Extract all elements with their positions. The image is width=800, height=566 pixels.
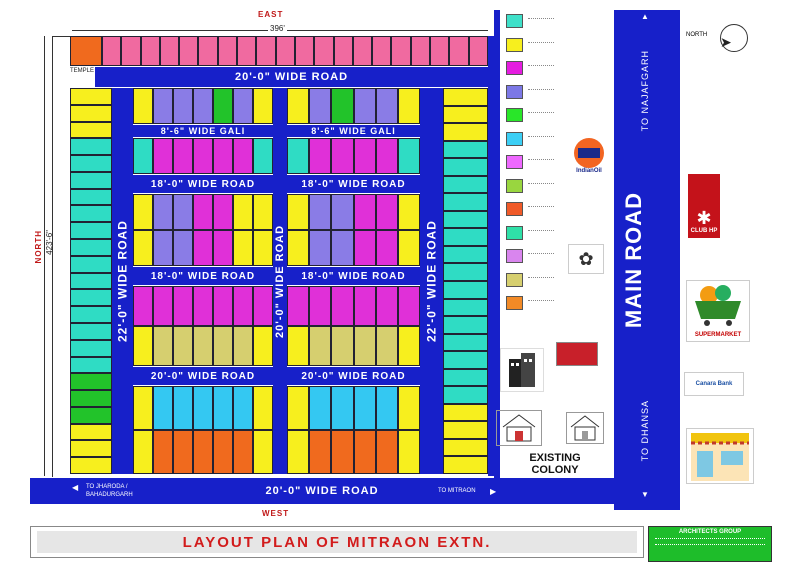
block-left-mid <box>133 194 273 266</box>
plot[interactable] <box>354 138 376 174</box>
plot[interactable] <box>443 158 488 176</box>
top-road: 20'-0" WIDE ROAD <box>95 67 488 87</box>
plot[interactable] <box>253 386 273 430</box>
club-hp-label: CLUB HP <box>690 228 718 234</box>
architect-details <box>655 544 765 547</box>
plot[interactable] <box>253 286 273 326</box>
plot[interactable] <box>331 194 353 230</box>
plot[interactable] <box>213 138 233 174</box>
plot[interactable] <box>354 430 376 474</box>
legend-swatch <box>506 61 523 75</box>
plot[interactable] <box>70 273 112 290</box>
legend-text <box>528 277 554 278</box>
plot[interactable] <box>354 194 376 230</box>
plot[interactable] <box>287 138 309 174</box>
plot[interactable] <box>354 386 376 430</box>
bottom-road <box>30 478 614 504</box>
house-icon <box>566 412 604 444</box>
plot[interactable] <box>233 386 253 430</box>
plot[interactable] <box>443 246 488 264</box>
block-right-mid <box>287 194 420 266</box>
plot[interactable] <box>443 281 488 299</box>
plot[interactable] <box>179 36 198 66</box>
legend-swatch <box>506 85 523 99</box>
left-plot-column <box>70 88 112 474</box>
plot[interactable] <box>256 36 275 66</box>
legend-text <box>528 159 554 160</box>
cart-icon <box>687 281 749 327</box>
block-right-bottom <box>287 386 420 474</box>
plot[interactable] <box>287 386 309 430</box>
plot[interactable] <box>398 326 420 366</box>
plot[interactable] <box>376 430 398 474</box>
plot[interactable] <box>253 430 273 474</box>
plot[interactable] <box>213 386 233 430</box>
east-label: EAST <box>258 10 284 19</box>
plot[interactable] <box>353 36 372 66</box>
road-18-a-right: 18'-0" WIDE ROAD <box>287 175 420 193</box>
block-left-gali-row <box>133 138 273 174</box>
canara-bank-logo <box>684 372 744 396</box>
plot[interactable] <box>173 194 193 230</box>
legend-text <box>528 230 554 231</box>
plot[interactable] <box>354 326 376 366</box>
plot[interactable] <box>331 386 353 430</box>
plot[interactable] <box>443 421 488 439</box>
road-20-center: 20'-0" WIDE ROAD <box>273 88 287 474</box>
arrow-right-icon: ▶ <box>490 487 497 496</box>
plot[interactable] <box>443 228 488 246</box>
main-road-label: MAIN ROAD <box>621 191 646 329</box>
plot[interactable] <box>331 230 353 266</box>
building-icon <box>500 348 544 392</box>
legend-text <box>528 42 554 43</box>
plot[interactable] <box>398 386 420 430</box>
plot[interactable] <box>334 36 353 66</box>
plot[interactable] <box>193 230 213 266</box>
legend-swatch <box>506 249 523 263</box>
legend-swatch <box>506 108 523 122</box>
plot[interactable] <box>287 194 309 230</box>
plot[interactable] <box>233 194 253 230</box>
plot[interactable] <box>70 88 112 105</box>
road-18-b-right: 18'-0" WIDE ROAD <box>287 267 420 285</box>
plot[interactable] <box>309 230 331 266</box>
legend-text <box>528 18 554 19</box>
plot[interactable] <box>443 456 488 474</box>
legend-text <box>528 206 554 207</box>
up-arrow-icon: ▲ <box>641 12 649 21</box>
plot[interactable] <box>443 404 488 422</box>
plot[interactable] <box>354 88 376 124</box>
to-jharoda-label: TO JHARODA / <box>86 484 128 490</box>
plot[interactable] <box>173 230 193 266</box>
plot[interactable] <box>133 326 153 366</box>
plot[interactable] <box>443 193 488 211</box>
plot[interactable] <box>411 36 430 66</box>
legend-swatch <box>506 155 523 169</box>
road-20-mid-left: 20'-0" WIDE ROAD <box>133 367 273 385</box>
plot[interactable] <box>193 386 213 430</box>
plot[interactable] <box>173 430 193 474</box>
plot[interactable] <box>354 286 376 326</box>
plot[interactable] <box>376 194 398 230</box>
plot[interactable] <box>443 123 488 141</box>
plot[interactable] <box>133 138 153 174</box>
block-left-lower <box>133 286 273 366</box>
plot[interactable] <box>218 36 237 66</box>
width-dimension: 396' <box>270 24 285 33</box>
depth-dimension-line <box>44 36 45 476</box>
plot[interactable] <box>70 205 112 222</box>
plot[interactable] <box>449 36 468 66</box>
plot[interactable] <box>443 106 488 124</box>
legend-text <box>528 65 554 66</box>
plot[interactable] <box>153 230 173 266</box>
depth-dimension: 423'-6" <box>45 230 54 255</box>
road-20-mid-right: 20'-0" WIDE ROAD <box>287 367 420 385</box>
plot[interactable] <box>193 286 213 326</box>
plot[interactable] <box>193 194 213 230</box>
plot[interactable] <box>173 286 193 326</box>
architect-details <box>655 538 765 541</box>
compass-arrow-icon: ➤ <box>720 34 732 50</box>
plot[interactable] <box>70 424 112 441</box>
plot[interactable] <box>141 36 160 66</box>
temple-label: TEMPLE <box>70 68 95 74</box>
plot[interactable] <box>309 430 331 474</box>
plot[interactable] <box>193 326 213 366</box>
plot[interactable] <box>193 138 213 174</box>
legend-swatch <box>506 296 523 310</box>
plot[interactable] <box>443 439 488 457</box>
gali-left: 8'-6" WIDE GALI <box>133 125 273 137</box>
legend-swatch <box>506 38 523 52</box>
road-22-right: 22'-0" WIDE ROAD <box>420 88 443 474</box>
plot[interactable] <box>102 36 121 66</box>
plot[interactable] <box>70 189 112 206</box>
existing-colony-label: EXISTING COLONY <box>529 452 581 476</box>
plot[interactable] <box>153 326 173 366</box>
to-najafgarh-label: TO NAJAFGARH <box>640 50 650 132</box>
plot[interactable] <box>153 138 173 174</box>
plot[interactable] <box>173 138 193 174</box>
plot[interactable] <box>309 326 331 366</box>
plot[interactable] <box>70 122 112 139</box>
legend-swatch <box>506 226 523 240</box>
plot[interactable] <box>70 457 112 474</box>
plot[interactable] <box>233 138 253 174</box>
apartments-logo <box>556 342 598 366</box>
legend-swatch <box>506 202 523 216</box>
plot[interactable] <box>443 334 488 352</box>
block-left-bottom <box>133 386 273 474</box>
plot[interactable] <box>331 430 353 474</box>
west-label: WEST <box>262 509 290 518</box>
plot[interactable] <box>237 36 256 66</box>
plot[interactable] <box>153 286 173 326</box>
club-hp-logo <box>688 174 720 238</box>
plot[interactable] <box>295 36 314 66</box>
plot[interactable] <box>213 88 233 124</box>
plot[interactable] <box>443 299 488 317</box>
plot[interactable] <box>287 326 309 366</box>
plot[interactable] <box>70 239 112 256</box>
plot[interactable] <box>133 286 153 326</box>
plot[interactable] <box>70 407 112 424</box>
plot[interactable] <box>443 88 488 106</box>
canara-bank-label: Canara Bank <box>695 381 733 387</box>
plot[interactable] <box>213 430 233 474</box>
plot[interactable] <box>233 286 253 326</box>
plot[interactable] <box>70 357 112 374</box>
indianoil-label: IndianOil <box>576 168 602 174</box>
plot[interactable] <box>193 430 213 474</box>
plot[interactable] <box>133 386 153 430</box>
compass-n-label: NORTH <box>686 32 708 38</box>
plot[interactable] <box>398 194 420 230</box>
plot[interactable] <box>233 430 253 474</box>
plot[interactable] <box>276 36 295 66</box>
plot[interactable] <box>309 88 331 124</box>
house-icon <box>496 410 542 446</box>
architect-label: ARCHITECTS GROUP <box>678 529 742 535</box>
road-18-a-left: 18'-0" WIDE ROAD <box>133 175 273 193</box>
plot[interactable] <box>443 176 488 194</box>
legend-text <box>528 112 554 113</box>
road-22-left: 22'-0" WIDE ROAD <box>112 88 133 474</box>
plot[interactable] <box>233 230 253 266</box>
block-left-top <box>133 88 273 124</box>
plot[interactable] <box>233 88 253 124</box>
plot[interactable] <box>309 286 331 326</box>
plot[interactable] <box>287 230 309 266</box>
plot[interactable] <box>443 351 488 369</box>
plot[interactable] <box>376 326 398 366</box>
plot[interactable] <box>70 138 112 155</box>
plot[interactable] <box>193 88 213 124</box>
plot[interactable] <box>153 386 173 430</box>
legend-text <box>528 89 554 90</box>
plot[interactable] <box>70 306 112 323</box>
plot[interactable] <box>153 430 173 474</box>
plot[interactable] <box>376 286 398 326</box>
legend-text <box>528 136 554 137</box>
plot[interactable] <box>213 326 233 366</box>
plot[interactable] <box>376 386 398 430</box>
legend-swatch <box>506 179 523 193</box>
legend-text <box>528 300 554 301</box>
plot[interactable] <box>253 194 273 230</box>
plot[interactable] <box>398 286 420 326</box>
plot[interactable] <box>253 230 273 266</box>
plot[interactable] <box>398 88 420 124</box>
plot[interactable] <box>376 138 398 174</box>
plot[interactable] <box>309 386 331 430</box>
supermarket-label: SUPERMARKET <box>694 332 742 338</box>
hp-flower-icon: ✱ <box>696 208 712 228</box>
plot[interactable] <box>70 289 112 306</box>
down-arrow-icon: ▼ <box>641 490 649 499</box>
title-inner <box>37 531 637 553</box>
architect-box <box>648 526 772 562</box>
legend-swatch <box>506 132 523 146</box>
plot[interactable] <box>213 230 233 266</box>
plot[interactable] <box>443 263 488 281</box>
plot[interactable] <box>309 194 331 230</box>
plot[interactable] <box>398 230 420 266</box>
right-plot-column <box>443 88 488 474</box>
connector-road <box>494 10 500 478</box>
plot[interactable] <box>443 369 488 387</box>
block-right-lower <box>287 286 420 366</box>
plot[interactable] <box>253 88 273 124</box>
bottom-road-label: 20'-0" WIDE ROAD <box>265 485 379 497</box>
compass <box>684 14 770 60</box>
block-right-gali-row <box>287 138 420 174</box>
plot[interactable] <box>376 88 398 124</box>
plot[interactable] <box>287 286 309 326</box>
plot[interactable] <box>173 386 193 430</box>
plot[interactable] <box>443 141 488 159</box>
plot[interactable] <box>70 390 112 407</box>
plot[interactable] <box>133 88 153 124</box>
plot[interactable] <box>173 88 193 124</box>
plot[interactable] <box>233 326 253 366</box>
plot[interactable] <box>287 430 309 474</box>
plot[interactable] <box>309 138 331 174</box>
plot[interactable] <box>253 326 273 366</box>
north-label: NORTH <box>34 230 43 264</box>
plot[interactable] <box>213 194 233 230</box>
plot[interactable] <box>70 105 112 122</box>
plot[interactable] <box>372 36 391 66</box>
to-mitraon-label: TO MITRAON <box>438 488 476 494</box>
supermarket-logo <box>686 280 750 342</box>
plot[interactable] <box>198 36 217 66</box>
plot[interactable] <box>331 286 353 326</box>
plot[interactable] <box>443 211 488 229</box>
plot[interactable] <box>70 172 112 189</box>
plot[interactable] <box>213 286 233 326</box>
plot[interactable] <box>443 316 488 334</box>
plot[interactable] <box>70 340 112 357</box>
legend-text <box>528 183 554 184</box>
plot[interactable] <box>70 256 112 273</box>
to-dhansa-label: TO DHANSA <box>640 400 650 462</box>
indianoil-logo <box>572 138 606 182</box>
plot[interactable] <box>133 194 153 230</box>
page-title: LAYOUT PLAN OF MITRAON EXTN. <box>182 533 492 551</box>
plot[interactable] <box>70 155 112 172</box>
plot[interactable] <box>391 36 410 66</box>
plot[interactable] <box>398 138 420 174</box>
road-18-b-left: 18'-0" WIDE ROAD <box>133 267 273 285</box>
legend-swatch <box>506 14 523 28</box>
plot[interactable] <box>153 88 173 124</box>
plot[interactable] <box>331 138 353 174</box>
plot[interactable] <box>331 88 353 124</box>
plot[interactable] <box>287 88 309 124</box>
plot[interactable] <box>331 326 353 366</box>
legend-text <box>528 253 554 254</box>
block-right-top <box>287 88 420 124</box>
plot[interactable] <box>70 440 112 457</box>
plot[interactable] <box>398 430 420 474</box>
bahadurgarh-label: BAHADURGARH <box>86 492 133 498</box>
plot[interactable] <box>133 230 153 266</box>
plot[interactable] <box>376 230 398 266</box>
plot[interactable] <box>314 36 333 66</box>
top-plot-row <box>70 36 488 66</box>
plot[interactable] <box>443 386 488 404</box>
plot[interactable] <box>70 323 112 340</box>
plot[interactable] <box>70 373 112 390</box>
plot[interactable] <box>160 36 179 66</box>
gali-right: 8'-6" WIDE GALI <box>287 125 420 137</box>
plot[interactable] <box>253 138 273 174</box>
plot[interactable] <box>354 230 376 266</box>
plot[interactable] <box>121 36 140 66</box>
plot[interactable] <box>430 36 449 66</box>
legend-swatch <box>506 273 523 287</box>
plot[interactable] <box>173 326 193 366</box>
lotus-logo: ✿ <box>568 244 604 274</box>
plot[interactable] <box>70 36 102 66</box>
arrow-left-icon: ◀ <box>72 483 79 492</box>
title-bar <box>30 526 644 558</box>
plot[interactable] <box>70 222 112 239</box>
plot[interactable] <box>153 194 173 230</box>
plot[interactable] <box>133 430 153 474</box>
shop-illustration <box>686 428 754 484</box>
plot[interactable] <box>469 36 488 66</box>
